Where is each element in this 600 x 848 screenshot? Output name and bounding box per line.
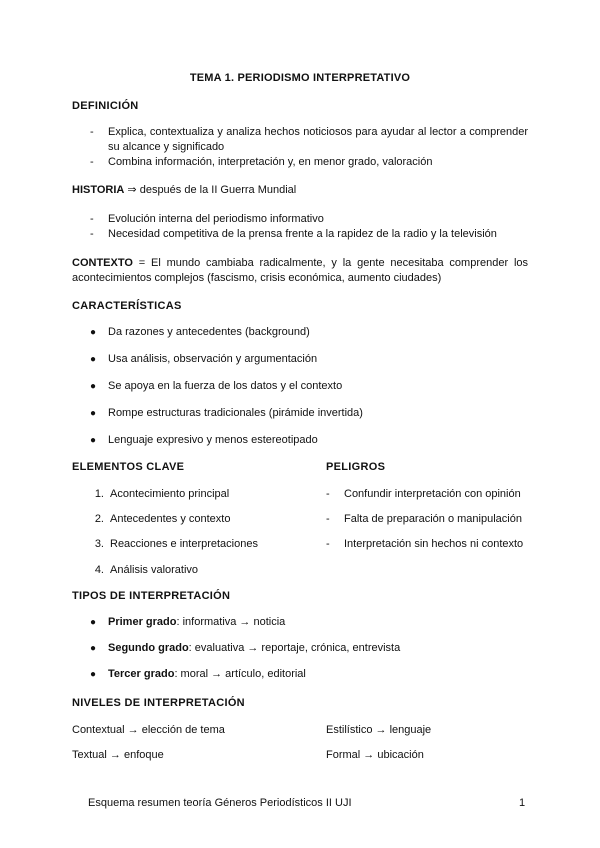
dash-marker: - <box>326 488 330 500</box>
peligro-item: - Interpretación sin hechos ni contexto <box>326 538 524 550</box>
nivel-item: Formal → ubicación <box>326 749 424 761</box>
bullet-icon: ● <box>90 617 97 628</box>
contexto-paragraph <box>72 256 528 286</box>
dash-marker: - <box>90 126 94 138</box>
definicion-item: - Explica, contextualiza y analiza hechos noticiosos para ayudar al lector a comprender su alcance y significado <box>90 126 528 153</box>
caracteristicas-heading: CARACTERÍSTICAS <box>72 300 182 312</box>
peligro-item: - Confundir interpretación con opinión <box>326 488 521 500</box>
dash-marker: - <box>326 513 330 525</box>
peligro-item: - Falta de preparación o manipulación <box>326 513 522 525</box>
bullet-icon: ● <box>90 643 97 654</box>
nivel-item: Contextual → elección de tema <box>72 724 225 736</box>
definicion-heading: DEFINICIÓN <box>72 100 139 112</box>
definicion-item: - Combina información, interpretación y, en menor grado, valoración <box>90 156 433 168</box>
tipo-item: ● Segundo grado: evaluativa → reportaje, crónica, entrevista <box>90 642 401 654</box>
dash-marker: - <box>90 228 94 240</box>
elemento-item: 4. Análisis valorativo <box>94 564 199 576</box>
arrow-icon: ⇒ <box>127 184 137 196</box>
elemento-item: 1. Acontecimiento principal <box>94 488 230 500</box>
tipos-heading: TIPOS DE INTERPRETACIÓN <box>72 590 231 602</box>
dash-marker: - <box>326 538 330 550</box>
caracteristica-item: ● Rompe estructuras tradicionales (pirámide invertida) <box>90 407 363 419</box>
dash-marker: - <box>90 156 94 168</box>
page-footer: Esquema resumen teoría Géneros Periodísticos II UJI <box>88 797 352 809</box>
historia-item: - Necesidad competitiva de la prensa frente a la rapidez de la radio y la televisión <box>90 228 497 240</box>
bullet-icon: ● <box>90 381 97 392</box>
nivel-item: Estilístico → lenguaje <box>326 724 432 736</box>
historia-heading: HISTORIA <box>72 184 125 196</box>
caracteristica-item: ● Da razones y antecedentes (background) <box>90 326 310 338</box>
caracteristica-item: ● Usa análisis, observación y argumentación <box>90 353 318 365</box>
niveles-heading: NIVELES DE INTERPRETACIÓN <box>72 697 245 709</box>
elemento-item: 3. Reacciones e interpretaciones <box>94 538 258 550</box>
nivel-item: Textual → enfoque <box>72 749 164 761</box>
elemento-item: 2. Antecedentes y contexto <box>94 513 231 525</box>
bullet-icon: ● <box>90 354 97 365</box>
contexto-text: = El mundo cambiaba radicalmente, y la gente necesitaba comprender los acontecimientos complejos (fascismo, crisis económica, aumento ciudades) <box>72 257 528 284</box>
bullet-icon: ● <box>90 435 97 446</box>
historia-item: - Evolución interna del periodismo informativo <box>90 213 324 225</box>
bullet-icon: ● <box>90 327 97 338</box>
bullet-icon: ● <box>90 408 97 419</box>
peligros-heading: PELIGROS <box>326 461 386 473</box>
elementos-heading: ELEMENTOS CLAVE <box>72 461 185 473</box>
historia-line <box>72 183 528 198</box>
page-number: 1 <box>519 797 526 809</box>
tipo-item: ● Primer grado: informativa → noticia <box>90 616 286 628</box>
caracteristica-item: ● Se apoya en la fuerza de los datos y el contexto <box>90 380 343 392</box>
bullet-icon: ● <box>90 669 97 680</box>
caracteristica-item: ● Lenguaje expresivo y menos estereotipado <box>90 434 318 446</box>
tipo-item: ● Tercer grado: moral → artículo, editorial <box>90 668 306 680</box>
dash-marker: - <box>90 213 94 225</box>
historia-text: después de la II Guerra Mundial <box>139 184 297 196</box>
document-title: TEMA 1. PERIODISMO INTERPRETATIVO <box>189 72 411 84</box>
contexto-heading: CONTEXTO <box>72 257 133 269</box>
